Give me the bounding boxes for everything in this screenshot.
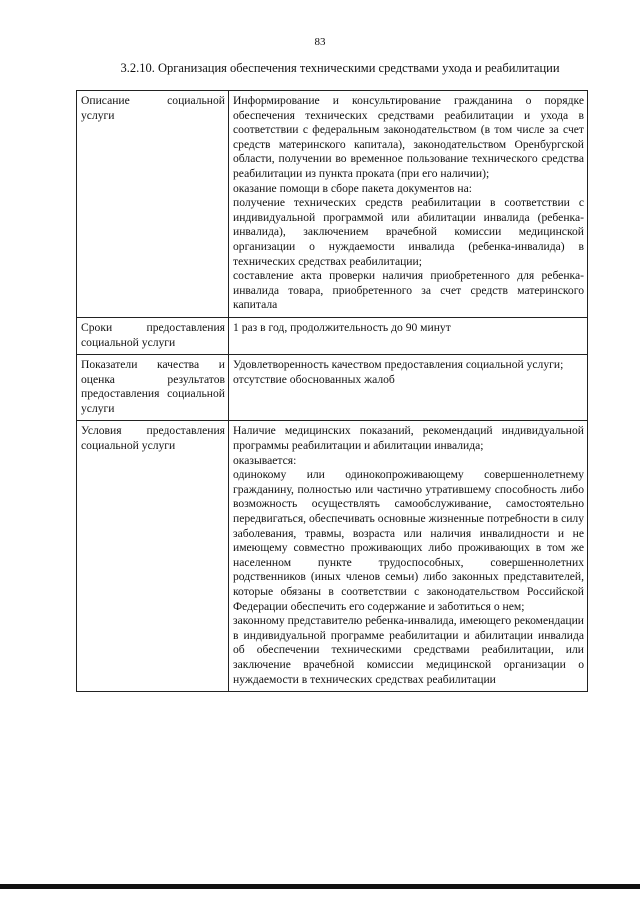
- row-label: Показатели качества и оценка результатов предоставления социальной услуги: [77, 355, 229, 421]
- table-row: [77, 421, 588, 692]
- paragraph: Удовлетворенность качеством предоставления социальной услуги;: [233, 358, 564, 372]
- row-label: Сроки предоставления социальной услуги: [77, 317, 229, 354]
- paragraph: получение технических средств реабилитации в соответствии с индивидуальной программой или абилитации инвалида (ребенка-инвалида), заключением врачебной комиссии медицинской организации о нуждаемости инвалида (ребенка-инвалида) в технических средствах реабилитации;: [233, 196, 584, 268]
- row-content: [229, 91, 588, 318]
- table-row: [77, 317, 588, 354]
- paragraph: законному представителю ребенка-инвалида, имеющего рекомендации в индивидуальной программе реабилитации и абилитации инвалида об обеспечении техническими средствами реабилитации, или заключение врачебной комиссии медицинской организации о нуждаемости в технических средствах реабилитации: [233, 614, 585, 686]
- paragraph: одинокому или одинокопроживающему совершеннолетнему гражданину, полностью или частично утратившему способность либо возможность осуществлять самообслуживание, самостоятельно передвигаться, обеспечивать основные жизненные потребности в силу заболевания, травмы, возраста или наличия инвалидности и не имеющему совместно проживающих либо проживающих в том же населенном пункте трудоспособных, совершеннолетних родственников (иных членов семьи) либо законных представителей, которые обязаны в соответствии с законодательством Российской Федерации обеспечить его содержание и заботиться о нем;: [233, 468, 584, 613]
- row-label: Описание социальной услуги: [77, 91, 229, 318]
- paragraph: 1 раз в год, продолжительность до 90 минут: [233, 320, 451, 334]
- section-title: 3.2.10. Организация обеспечения техническими средствами ухода и реабилитации: [120, 61, 560, 75]
- paragraph: Информирование и консультирование гражданина о порядке обеспечения технических средствами реабилитации и ухода в соответствии с федеральным законодательством (в том числе за счет средств материнского капитала), законодательством Оренбургской области, получении во временное пользование технического средства реабилитации из пункта проката (при его наличии);: [233, 94, 584, 180]
- row-content: [229, 421, 588, 692]
- table-row: [77, 91, 588, 318]
- paragraph: Наличие медицинских показаний, рекомендаций индивидуальной программы реабилитации и абилитации инвалида;: [233, 424, 584, 453]
- row-content: [229, 317, 588, 354]
- service-table: [76, 90, 588, 692]
- page-number: 83: [314, 36, 326, 48]
- row-content: [229, 355, 588, 421]
- paragraph: отсутствие обоснованных жалоб: [233, 372, 395, 386]
- table-row: [77, 355, 588, 421]
- paragraph: оказывается:: [233, 453, 297, 467]
- paragraph: составление акта проверки наличия приобретенного для ребенка-инвалида товара, приобретенного за счет средств материнского капитала: [233, 269, 584, 312]
- paragraph: оказание помощи в сборе пакета документов на:: [233, 181, 472, 195]
- row-label: Условия предоставления социальной услуги: [77, 421, 229, 692]
- bottom-rule: [0, 884, 640, 889]
